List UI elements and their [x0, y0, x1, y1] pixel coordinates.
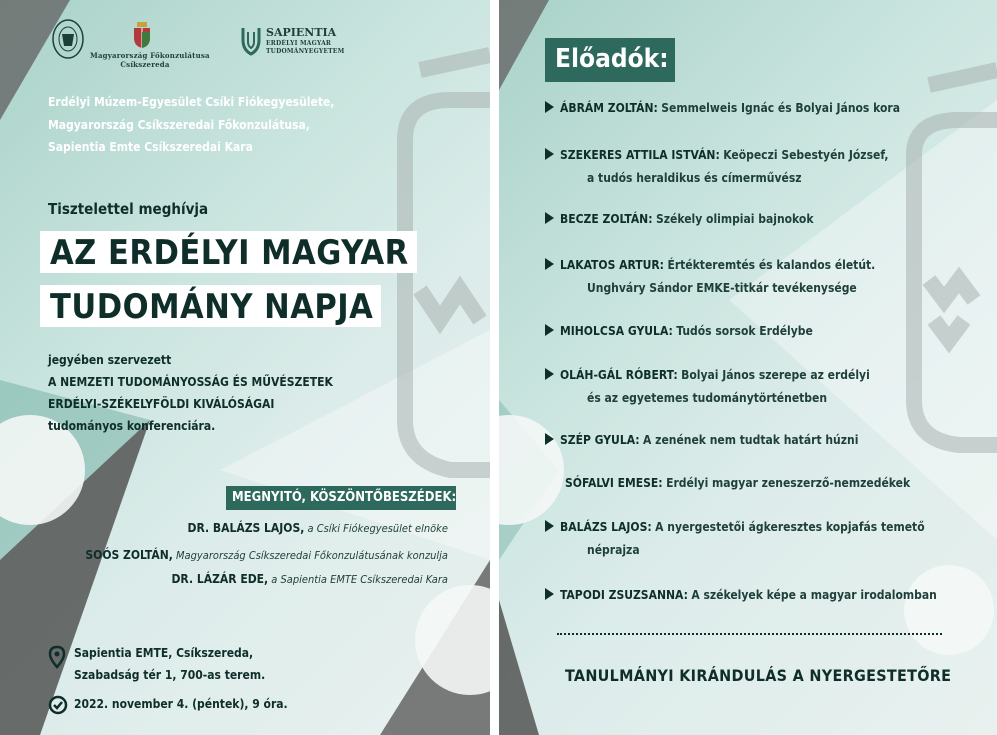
talk-item — [545, 588, 937, 602]
talk-title-continued: néprajza — [587, 543, 640, 557]
dotted-divider — [557, 633, 942, 635]
bullet-arrow-icon — [545, 324, 554, 336]
opening-speaker-role: a Sapientia EMTE Csíkszeredai Kara — [271, 573, 448, 586]
opening-speaker-2 — [85, 548, 448, 562]
talk-title: Semmelweis Ignác és Bolyai János kora — [661, 101, 900, 115]
organizer-line-2: Magyarország Csíkszeredai Főkonzulátusa, — [48, 118, 310, 132]
talk-item — [545, 212, 814, 226]
talk-title: A zenének nem tudtak határt húzni — [643, 433, 859, 447]
talk-title: Bolyai János szerepe az erdélyi — [681, 368, 870, 382]
subtitle-line-3: ERDÉLYI-SZÉKELYFÖLDI KIVÁLÓSÁGAI — [48, 397, 275, 411]
bullet-arrow-icon — [545, 101, 554, 113]
opening-speaker-name: DR. LÁZÁR EDE, — [171, 572, 269, 586]
location-line-2: Szabadság tér 1, 700-as terem. — [74, 668, 266, 682]
bullet-arrow-icon — [545, 520, 554, 532]
talk-title: A nyergestetői ágkeresztes kopjafás temető — [655, 520, 925, 534]
talk-title: Tudós sorsok Erdélybe — [676, 324, 813, 338]
talk-title: Értékteremtés és kalandos életút. — [667, 258, 876, 272]
opening-speaker-role: Magyarország Csíkszeredai Főkonzulátusának konzulja — [176, 549, 448, 562]
bullet-arrow-icon — [545, 212, 554, 224]
talk-item — [545, 368, 870, 382]
opening-header: MEGNYITÓ, KÖSZÖNTŐBESZÉDEK: — [232, 490, 457, 505]
hungarian-coat-of-arms-icon — [132, 22, 152, 48]
opening-speaker-name: DR. BALÁZS LAJOS, — [187, 521, 305, 535]
talk-item — [545, 101, 900, 115]
talk-item — [545, 520, 925, 534]
location-line-1: Sapientia EMTE, Csíkszereda, — [74, 646, 254, 660]
consulate-logo-city: Csíkszereda — [120, 60, 170, 69]
talk-title-continued: Unghváry Sándor EMKE-titkár tevékenysége — [587, 281, 857, 295]
opening-speaker-1 — [188, 521, 448, 535]
right-flyer-page — [499, 0, 997, 735]
sapientia-logo-icon — [240, 24, 262, 58]
talk-speaker: MIHOLCSA GYULA: — [560, 324, 673, 338]
talk-title: Keöpeczi Sebestyén József, — [723, 148, 889, 162]
subtitle-line-2: A NEMZETI TUDOMÁNYOSSÁG ÉS MŰVÉSZETEK — [48, 375, 333, 389]
bullet-arrow-icon — [545, 258, 554, 270]
talk-item — [545, 258, 875, 272]
talk-speaker: SZEKERES ATTILA ISTVÁN: — [560, 148, 720, 162]
talk-title: Székely olimpiai bajnokok — [655, 212, 814, 226]
talk-item — [545, 324, 813, 338]
talk-speaker: ÁBRÁM ZOLTÁN: — [560, 101, 658, 115]
excursion-text: TANULMÁNYI KIRÁNDULÁS A NYERGESTETŐRE — [565, 666, 952, 685]
sapientia-logo-name: SAPIENTIA — [266, 26, 337, 39]
talk-speaker: BECZE ZOLTÁN: — [560, 212, 653, 226]
bullet-arrow-icon — [545, 588, 554, 600]
opening-speaker-3 — [171, 572, 448, 586]
sapientia-logo-sub1: ERDÉLYI MAGYAR — [266, 40, 332, 47]
bullet-arrow-icon — [545, 368, 554, 380]
opening-speaker-role: a Csíki Fiókegyesület elnöke — [307, 522, 448, 535]
talk-title: A székelyek képe a magyar irodalomban — [691, 588, 937, 602]
talk-title: Erdélyi magyar zeneszerző-nemzedékek — [666, 476, 911, 490]
organizer-line-3: Sapientia Emte Csíkszeredai Kara — [48, 140, 253, 154]
talk-title-continued: és az egyetemes tudománytörténetben — [587, 391, 828, 405]
sapientia-logo-sub2: TUDOMÁNYEGYETEM — [266, 48, 345, 55]
talk-item — [565, 476, 910, 490]
left-flyer-page — [0, 0, 490, 735]
talk-speaker: LAKATOS ARTUR: — [560, 258, 664, 272]
bullet-arrow-icon — [545, 148, 554, 160]
talk-speaker: TAPODI ZSUZSANNA: — [560, 588, 688, 602]
talk-speaker: SZÉP GYULA: — [560, 433, 640, 447]
crest-seal-icon — [51, 18, 85, 60]
talk-speaker: OLÁH-GÁL RÓBERT: — [560, 368, 678, 382]
consulate-logo-name: Magyarország Főkonzulátusa — [90, 51, 210, 60]
talk-speaker: SÓFALVI EMESE: — [565, 476, 663, 490]
invite-line: Tisztelettel meghívja — [48, 200, 209, 218]
location-pin-icon — [48, 645, 66, 669]
talk-speaker: BALÁZS LAJOS: — [560, 520, 652, 534]
subtitle-line-1: jegyében szervezett — [48, 353, 172, 367]
opening-speaker-name: SOÓS ZOLTÁN, — [85, 548, 173, 562]
speakers-header: Előadók: — [555, 44, 669, 74]
talk-item — [545, 433, 858, 447]
clock-check-icon — [48, 695, 68, 715]
background-decoration — [0, 0, 490, 735]
organizer-line-1: Erdélyi Múzem-Egyesület Csíki Fiókegyesülete, — [48, 95, 335, 109]
event-title-line-1: AZ ERDÉLYI MAGYAR — [40, 231, 417, 273]
date-line: 2022. november 4. (péntek), 9 óra. — [74, 697, 288, 711]
subtitle-line-4: tudományos konferenciára. — [48, 419, 216, 433]
event-title-line-2: TUDOMÁNY NAPJA — [40, 285, 381, 327]
talk-item — [545, 148, 888, 162]
bullet-arrow-icon — [545, 433, 554, 445]
talk-title-continued: a tudós heraldikus és címerművész — [587, 171, 802, 185]
